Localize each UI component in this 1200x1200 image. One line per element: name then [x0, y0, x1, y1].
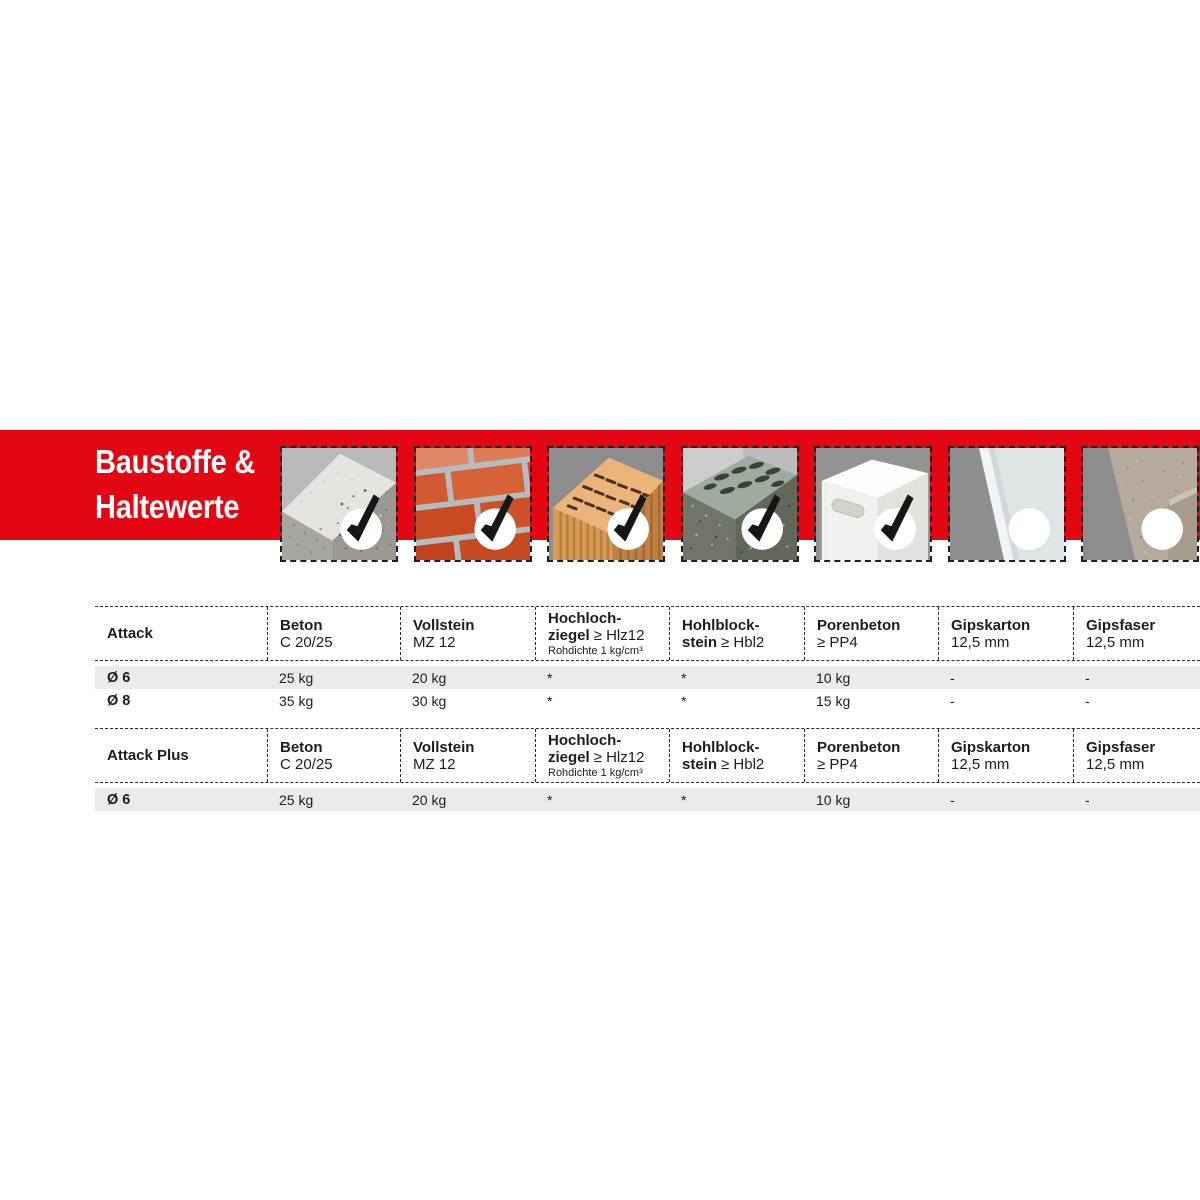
page-title-line1: Baustoffe &: [95, 443, 256, 480]
row-label: Ø 6: [107, 669, 131, 686]
material-tile-hohlblockstein: [681, 446, 799, 562]
circle-badge: [1008, 508, 1050, 550]
page-title-line2: Haltewerte: [95, 488, 240, 525]
product-name: [95, 729, 267, 782]
column-header-gipsfaser: Gipsfaser 12,5 mm: [1073, 729, 1200, 782]
material-tile-gipskarton: [948, 446, 1066, 562]
value-cell: -: [950, 791, 955, 808]
value-cell: 20 kg: [412, 791, 447, 808]
column-header-gipskarton: Gipskarton 12,5 mm: [938, 607, 1073, 660]
material-tile-vollstein: [414, 446, 532, 562]
attack-plus-table-header: [95, 728, 1200, 783]
value-cell: 15 kg: [816, 692, 851, 709]
value-cell: -: [1085, 791, 1090, 808]
vollstein-brick-photo: [416, 448, 530, 560]
value-cell: *: [547, 692, 553, 709]
column-header-beton: Beton C 20/25: [267, 729, 400, 782]
value-cell: -: [950, 669, 955, 686]
porenbeton-aerated-concrete-photo: [816, 448, 930, 560]
material-tile-hochlochziegel: [547, 446, 665, 562]
value-cell: 25 kg: [279, 791, 314, 808]
circle-badge: [1141, 508, 1183, 550]
material-tile-gipsfaser: [1081, 446, 1199, 562]
attack-table: [95, 606, 1200, 712]
beton-concrete-photo: [282, 448, 396, 560]
table-row: [95, 666, 1200, 689]
column-header-vollstein: Vollstein MZ 12: [400, 729, 535, 782]
column-header-hochlochziegel: Hochloch- ziegel ≥ Hlz12 Rohdichte 1 kg/cm³: [535, 729, 669, 782]
value-cell: *: [547, 791, 553, 808]
hochlochziegel-perforated-brick-photo: [549, 448, 663, 560]
value-cell: *: [681, 692, 687, 709]
gipskarton-plasterboard-photo: [950, 448, 1064, 560]
attack-plus-table-body: [95, 783, 1200, 811]
column-header-hohlblockstein: Hohlblock- stein ≥ Hbl2: [669, 607, 804, 660]
row-label: Ø 6: [107, 791, 131, 808]
column-header-gipsfaser: Gipsfaser 12,5 mm: [1073, 607, 1200, 660]
row-label: Ø 8: [107, 692, 131, 709]
attack-table-header: [95, 606, 1200, 661]
material-tile-porenbeton: [814, 446, 932, 562]
product-name: [95, 607, 267, 660]
column-header-hohlblockstein: Hohlblock- stein ≥ Hbl2: [669, 729, 804, 782]
table-row: [95, 788, 1200, 811]
value-cell: 10 kg: [816, 669, 851, 686]
column-header-hochlochziegel: Hochloch- ziegel ≥ Hlz12 Rohdichte 1 kg/cm³: [535, 607, 669, 660]
column-header-beton: Beton C 20/25: [267, 607, 400, 660]
value-cell: 30 kg: [412, 692, 447, 709]
table-row: [95, 689, 1200, 712]
value-cell: *: [547, 669, 553, 686]
holding-values-tables: [95, 606, 1200, 811]
value-cell: *: [681, 791, 687, 808]
value-cell: 10 kg: [816, 791, 851, 808]
material-tile-beton: [280, 446, 398, 562]
column-header-porenbeton: Porenbeton ≥ PP4: [804, 729, 938, 782]
value-cell: -: [950, 692, 955, 709]
gipsfaser-gypsum-fibre-photo: [1083, 448, 1197, 560]
value-cell: 20 kg: [412, 669, 447, 686]
product-name-label: Attack Plus: [107, 747, 189, 764]
column-header-gipskarton: Gipskarton 12,5 mm: [938, 729, 1073, 782]
value-cell: *: [681, 669, 687, 686]
column-header-vollstein: Vollstein MZ 12: [400, 607, 535, 660]
product-name-label: Attack: [107, 625, 153, 642]
value-cell: -: [1085, 669, 1090, 686]
attack-table-body: [95, 661, 1200, 712]
hohlblockstein-hollow-block-photo: [683, 448, 797, 560]
value-cell: 25 kg: [279, 669, 314, 686]
value-cell: -: [1085, 692, 1090, 709]
attack-plus-table: [95, 728, 1200, 811]
column-header-porenbeton: Porenbeton ≥ PP4: [804, 607, 938, 660]
value-cell: 35 kg: [279, 692, 314, 709]
page-title: [95, 439, 255, 529]
material-tiles: [280, 446, 1199, 562]
